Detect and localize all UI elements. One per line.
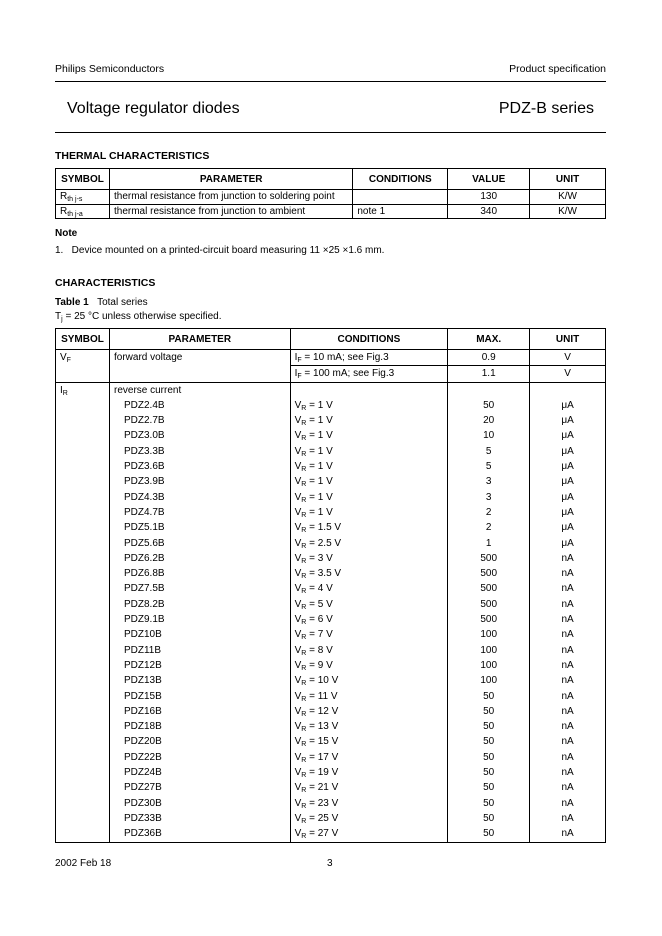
type-cell: PDZ4.3B [109,490,290,505]
unit-cell: nA [530,796,606,811]
type-cell: PDZ20B [109,734,290,749]
conditions-cell: note 1 [353,204,448,219]
type-cell: PDZ18B [109,719,290,734]
symbol-cell [56,474,110,489]
type-cell: PDZ3.6B [109,459,290,474]
type-cell: PDZ8.2B [109,597,290,612]
unit-cell: V [530,350,606,366]
unit-cell: nA [530,826,606,842]
value-cell: 130 [448,190,530,205]
type-cell: PDZ5.1B [109,520,290,535]
company-name: Philips Semiconductors [55,63,165,75]
conditions-cell: $V_R = 1$ V [290,398,448,413]
unit-cell: nA [530,734,606,749]
symbol-cell [56,780,110,795]
conditions-cell: $V_R = 13$ V [290,719,448,734]
symbol-cell [56,658,110,673]
symbol-cell [56,811,110,826]
conditions-cell: $V_R = 9$ V [290,658,448,673]
table-row [56,551,606,566]
forward-row [56,366,606,382]
conditions-cell: $V_R = 2.5$ V [290,536,448,551]
table-row [56,780,606,795]
characteristics-header-row [56,329,606,350]
max-cell: 50 [448,811,530,826]
type-cell: PDZ4.7B [109,505,290,520]
conditions-cell: $V_R = 11$ V [290,689,448,704]
unit-cell: nA [530,811,606,826]
table-row [56,597,606,612]
type-cell: PDZ10B [109,627,290,642]
conditions-cell: $V_R = 1$ V [290,474,448,489]
symbol-cell [56,796,110,811]
unit-cell: nA [530,719,606,734]
unit-cell: nA [530,689,606,704]
symbol-cell [56,444,110,459]
table-row [56,444,606,459]
unit-cell: nA [530,597,606,612]
conditions-cell: $V_R = 15$ V [290,734,448,749]
table-row [56,581,606,596]
symbol-cell [56,413,110,428]
conditions-cell: $V_R = 21$ V [290,780,448,795]
footer-date: 2002 Feb 18 [55,858,112,869]
unit-cell: μA [530,459,606,474]
unit-cell: μA [530,444,606,459]
max-cell: 5 [448,459,530,474]
unit-cell: μA [530,398,606,413]
document-type: Product specification [509,63,606,75]
thermal-heading: THERMAL CHARACTERISTICS [55,150,210,162]
unit-cell [530,382,606,398]
conditions-cell: $V_R = 7$ V [290,627,448,642]
symbol-cell [56,520,110,535]
col-conditions: CONDITIONS [290,329,448,350]
symbol-cell [56,597,110,612]
document-title: Voltage regulator diodes [67,100,240,117]
symbol-cell: $I_R$ [56,382,110,398]
type-cell: PDZ12B [109,658,290,673]
unit-cell: nA [530,627,606,642]
conditions-cell: $V_R = 12$ V [290,704,448,719]
max-cell: 2 [448,520,530,535]
conditions-cell: $V_R = 3$ V [290,551,448,566]
type-cell: PDZ2.7B [109,413,290,428]
col-unit: UNIT [530,329,606,350]
forward-row [56,350,606,366]
value-cell: 340 [448,204,530,219]
table-row [56,505,606,520]
max-cell: 50 [448,689,530,704]
unit-cell: nA [530,704,606,719]
max-cell: 50 [448,796,530,811]
type-cell: PDZ3.9B [109,474,290,489]
symbol-cell [56,428,110,443]
symbol-cell [56,689,110,704]
max-cell: 50 [448,780,530,795]
col-symbol: SYMBOL [56,169,110,190]
characteristics-heading: CHARACTERISTICS [55,277,156,289]
max-cell: 3 [448,474,530,489]
conditions-cell: $V_R = 10$ V [290,673,448,688]
series-name: PDZ-B series [498,100,594,117]
parameter-cell: reverse current [109,382,290,398]
max-cell: 500 [448,597,530,612]
unit-cell: nA [530,612,606,627]
table-row [56,750,606,765]
thermal-row [56,204,606,219]
max-cell: 100 [448,673,530,688]
table-row [56,627,606,642]
max-cell: 50 [448,734,530,749]
conditions-cell: $V_R = 19$ V [290,765,448,780]
table-row [56,719,606,734]
characteristics-table [55,328,606,843]
type-cell: PDZ3.3B [109,444,290,459]
unit-cell: μA [530,428,606,443]
max-cell [448,382,530,398]
max-cell: 50 [448,704,530,719]
max-cell: 20 [448,413,530,428]
unit-cell: nA [530,673,606,688]
unit-cell: nA [530,643,606,658]
col-unit: UNIT [530,169,606,190]
symbol-cell [56,627,110,642]
unit-cell: nA [530,658,606,673]
symbol-cell: $R_{th j-s}$ [56,190,110,205]
unit-cell: μA [530,413,606,428]
unit-cell: μA [530,474,606,489]
table-row [56,474,606,489]
table-row [56,643,606,658]
symbol-cell [56,750,110,765]
table-row [56,673,606,688]
note-text: 1. Device mounted on a printed-circuit board measuring 11 ×25 ×1.6 mm. [55,245,385,256]
symbol-cell [56,612,110,627]
unit-cell: nA [530,551,606,566]
table-row [56,566,606,581]
max-cell: 50 [448,826,530,842]
symbol-cell [56,536,110,551]
table-row [56,658,606,673]
parameter-cell [109,366,290,382]
table-row [56,459,606,474]
symbol-cell [56,765,110,780]
table-row [56,413,606,428]
conditions-cell: $V_R = 8$ V [290,643,448,658]
unit-cell: μA [530,520,606,535]
max-cell: 50 [448,765,530,780]
symbol-cell [56,719,110,734]
col-max: MAX. [448,329,530,350]
max-cell: 10 [448,428,530,443]
symbol-cell [56,490,110,505]
thermal-table [55,168,606,219]
table-row [56,796,606,811]
condition-note: $T_j = 25$ °C unless otherwise specified. [55,311,222,323]
conditions-cell: $V_R = 1$ V [290,428,448,443]
conditions-cell [353,190,448,205]
conditions-cell: $V_R = 1$ V [290,459,448,474]
symbol-cell [56,826,110,842]
col-conditions: CONDITIONS [353,169,448,190]
max-cell: 50 [448,750,530,765]
table-row [56,826,606,842]
table-row [56,765,606,780]
symbol-cell [56,581,110,596]
type-cell: PDZ6.2B [109,551,290,566]
unit-cell: K/W [530,190,606,205]
max-cell: 500 [448,551,530,566]
type-cell: PDZ6.8B [109,566,290,581]
conditions-cell: $I_F = 100$ mA; see Fig.3 [290,366,448,382]
symbol-cell: $V_F$ [56,350,110,366]
unit-cell: nA [530,566,606,581]
type-cell: PDZ27B [109,780,290,795]
table-row [56,734,606,749]
thermal-header-row [56,169,606,190]
table-row [56,428,606,443]
type-cell: PDZ24B [109,765,290,780]
max-cell: 5 [448,444,530,459]
max-cell: 1.1 [448,366,530,382]
type-cell: PDZ22B [109,750,290,765]
table-row [56,612,606,627]
unit-cell: μA [530,505,606,520]
conditions-cell: $V_R = 27$ V [290,826,448,842]
max-cell: 500 [448,566,530,581]
unit-cell: nA [530,581,606,596]
table-row [56,398,606,413]
conditions-cell: $V_R = 1$ V [290,413,448,428]
symbol-cell [56,734,110,749]
unit-cell: nA [530,780,606,795]
symbol-cell [56,366,110,382]
table-row [56,811,606,826]
type-cell: PDZ33B [109,811,290,826]
max-cell: 2 [448,505,530,520]
type-cell: PDZ5.6B [109,536,290,551]
conditions-cell: $V_R = 23$ V [290,796,448,811]
symbol-cell [56,566,110,581]
unit-cell: K/W [530,204,606,219]
type-cell: PDZ3.0B [109,428,290,443]
symbol-cell [56,459,110,474]
parameter-cell: forward voltage [109,350,290,366]
unit-cell: nA [530,765,606,780]
note-heading: Note [55,228,78,239]
symbol-cell [56,673,110,688]
max-cell: 100 [448,658,530,673]
max-cell: 1 [448,536,530,551]
symbol-cell [56,551,110,566]
type-cell: PDZ36B [109,826,290,842]
col-parameter: PARAMETER [109,329,290,350]
unit-cell: μA [530,490,606,505]
symbol-cell: $R_{th j-a}$ [56,204,110,219]
type-cell: PDZ11B [109,643,290,658]
table-row [56,520,606,535]
unit-cell: V [530,366,606,382]
parameter-cell: thermal resistance from junction to ambient [109,204,352,219]
reverse-current-row [56,382,606,398]
table-caption: Total series [97,297,148,308]
type-cell: PDZ7.5B [109,581,290,596]
symbol-cell [56,398,110,413]
unit-cell: nA [530,750,606,765]
symbol-cell [56,505,110,520]
parameter-cell: thermal resistance from junction to soldering point [109,190,352,205]
type-cell: PDZ9.1B [109,612,290,627]
table-label [55,297,148,308]
table-row [56,704,606,719]
page-number: 3 [327,858,333,869]
conditions-cell: $V_R = 3.5$ V [290,566,448,581]
table-row [56,490,606,505]
col-symbol: SYMBOL [56,329,110,350]
conditions-cell: $V_R = 6$ V [290,612,448,627]
type-cell: PDZ13B [109,673,290,688]
type-cell: PDZ15B [109,689,290,704]
header-rule-bottom [55,132,606,133]
type-cell: PDZ2.4B [109,398,290,413]
table-row [56,689,606,704]
type-cell: PDZ16B [109,704,290,719]
conditions-cell: $V_R = 4$ V [290,581,448,596]
max-cell: 100 [448,627,530,642]
max-cell: 0.9 [448,350,530,366]
table-row [56,536,606,551]
conditions-cell: $V_R = 1$ V [290,505,448,520]
max-cell: 50 [448,398,530,413]
col-parameter: PARAMETER [109,169,352,190]
header-rule-top [55,81,606,82]
conditions-cell: $V_R = 1.5$ V [290,520,448,535]
symbol-cell [56,643,110,658]
max-cell: 100 [448,643,530,658]
max-cell: 3 [448,490,530,505]
conditions-cell: $V_R = 25$ V [290,811,448,826]
table-number: Table 1 [55,297,89,308]
col-value: VALUE [448,169,530,190]
max-cell: 500 [448,612,530,627]
conditions-cell: $V_R = 1$ V [290,490,448,505]
conditions-cell: $V_R = 1$ V [290,444,448,459]
conditions-cell: $I_F = 10$ mA; see Fig.3 [290,350,448,366]
max-cell: 50 [448,719,530,734]
thermal-row [56,190,606,205]
type-cell: PDZ30B [109,796,290,811]
conditions-cell: $V_R = 5$ V [290,597,448,612]
conditions-cell [290,382,448,398]
symbol-cell [56,704,110,719]
conditions-cell: $V_R = 17$ V [290,750,448,765]
unit-cell: μA [530,536,606,551]
max-cell: 500 [448,581,530,596]
